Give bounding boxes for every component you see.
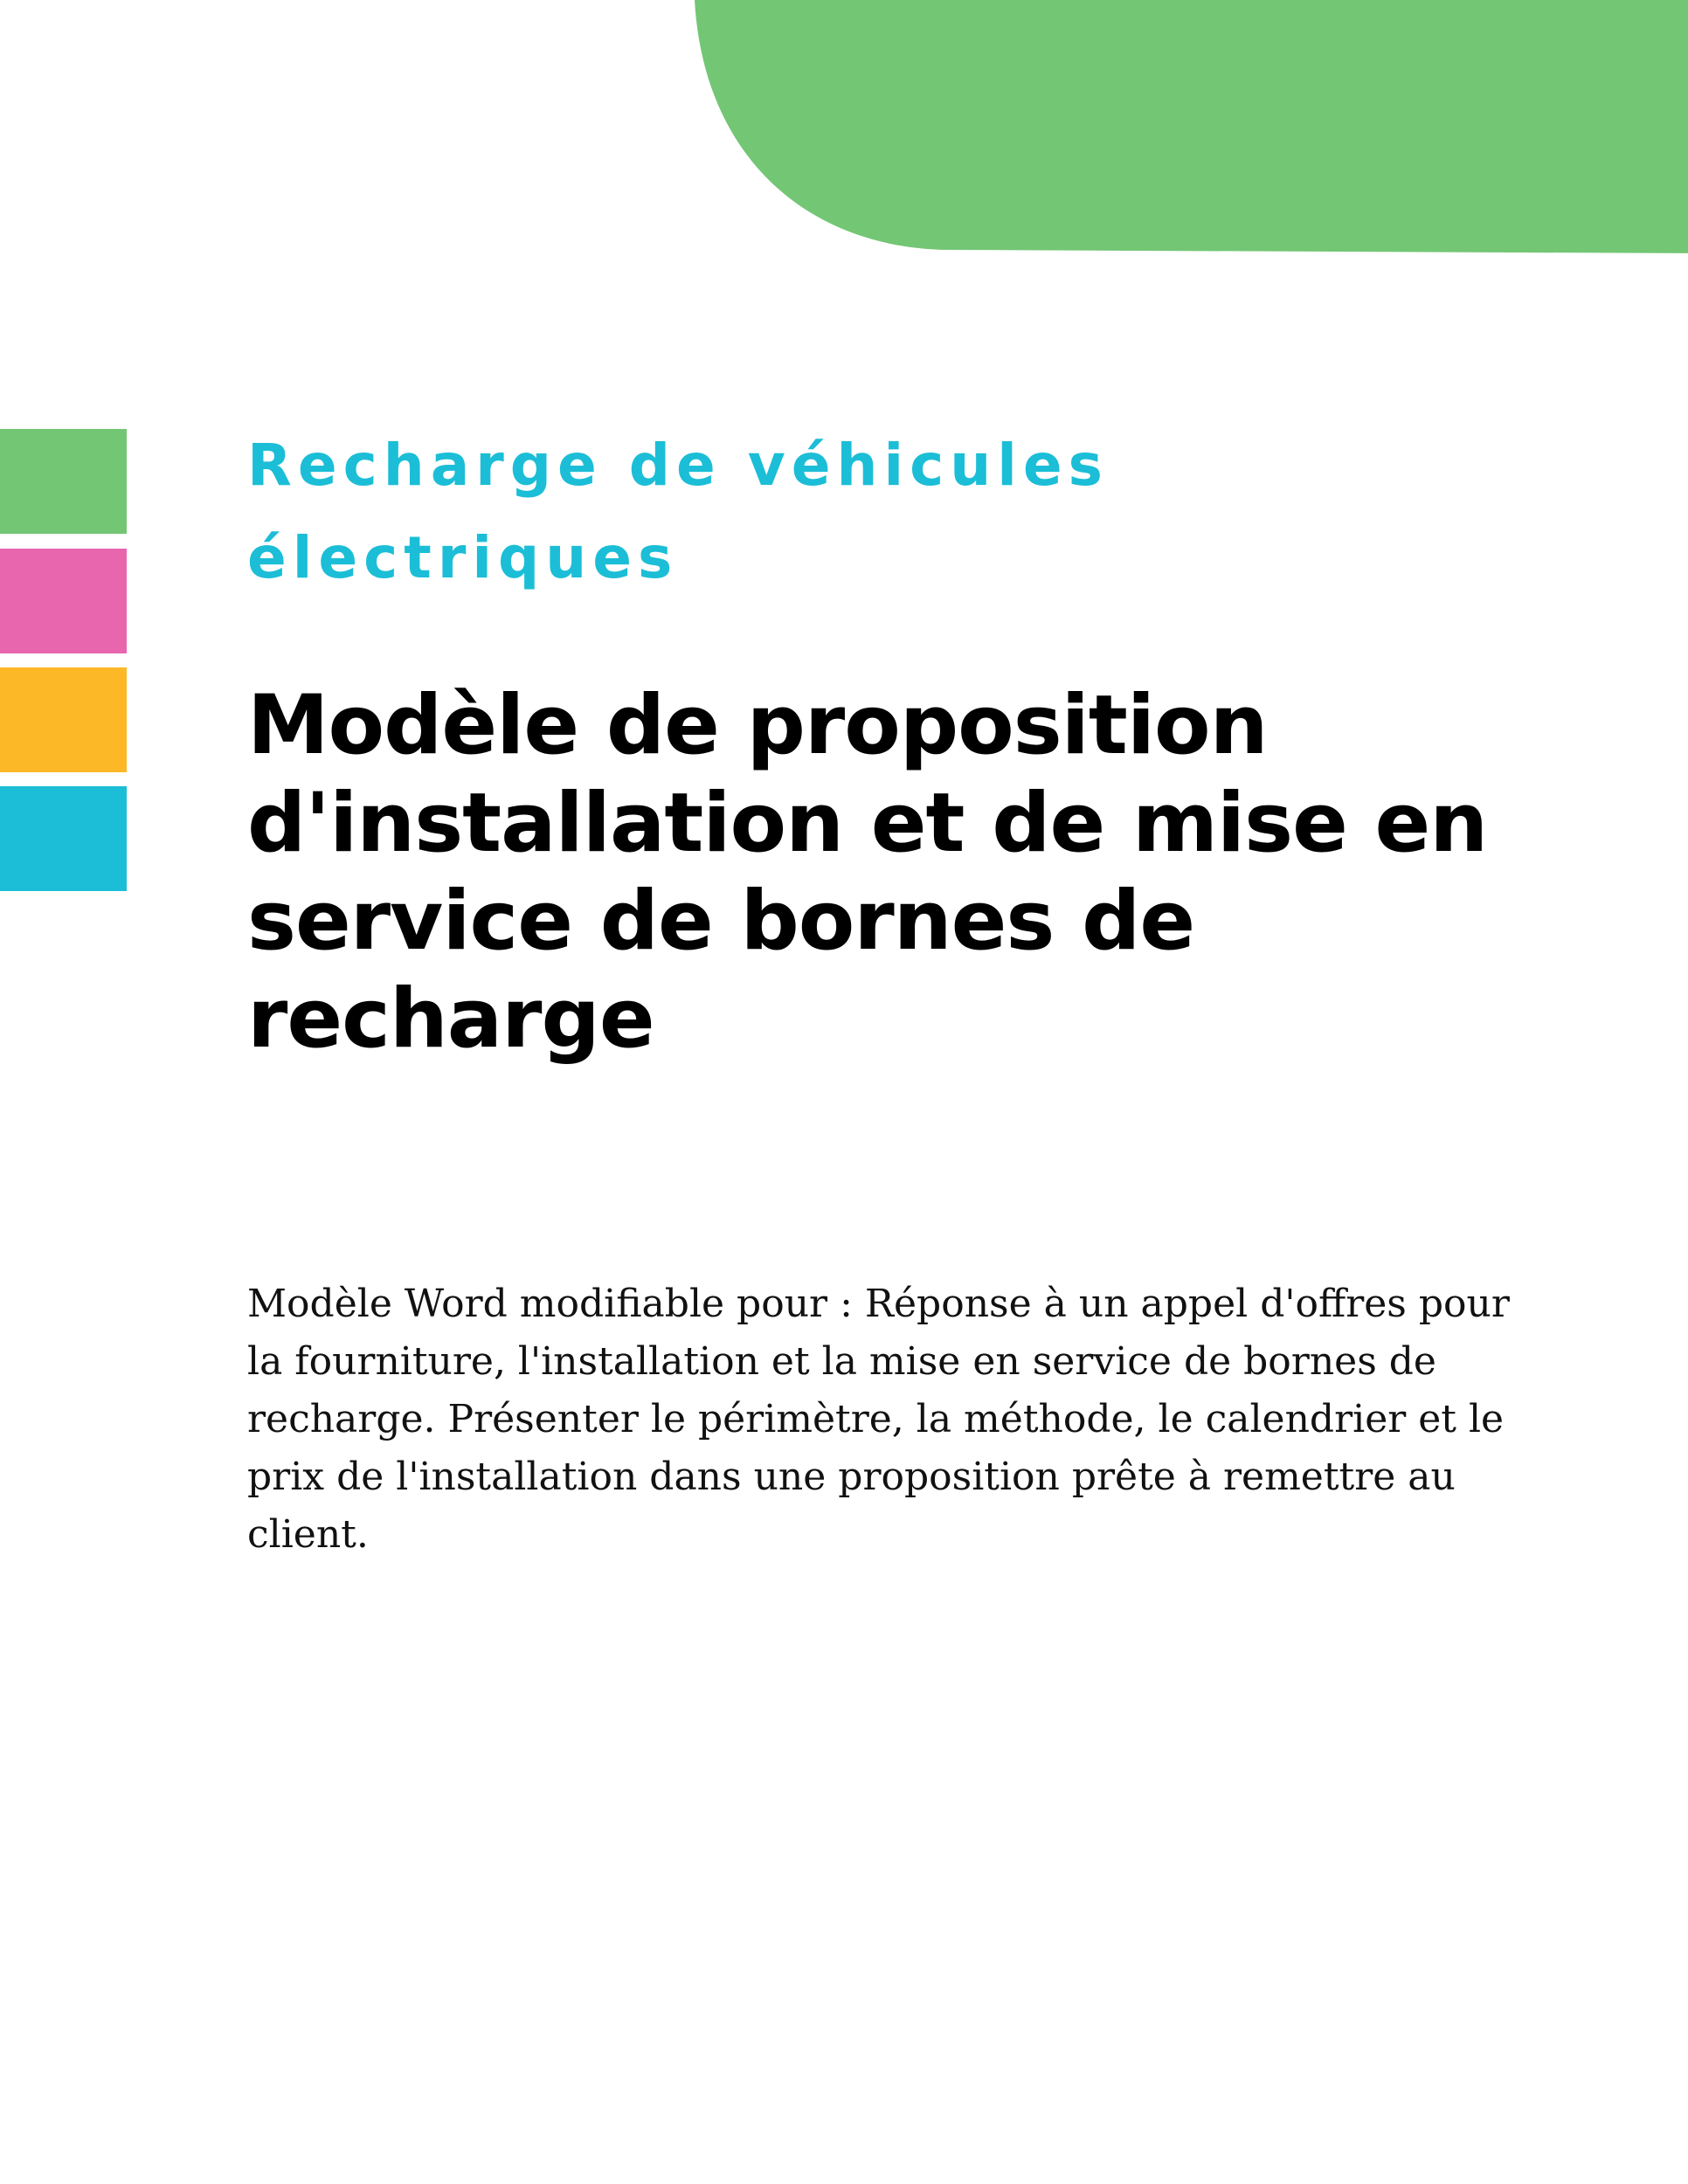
yellow-strip	[0, 667, 127, 772]
corner-shape	[695, 0, 1688, 253]
cyan-strip	[0, 786, 127, 891]
corner-shape-fill	[695, 0, 1688, 253]
document-subtitle: Recharge de véhicules électriques	[247, 432, 1109, 591]
pink-strip	[0, 549, 127, 653]
document-description: Modèle Word modifiable pour : Réponse à un appel d'offres pour la fourniture, l'installation et la mise en service de bornes de recharge. Présenter le périmètre, la méthode, le calendrier et le prix de l'installation dans une proposition prête à remettre au client.	[247, 1282, 1510, 1557]
document-title: Modèle de proposition d'installation et de mise en service de bornes de recharge	[247, 678, 1488, 1067]
green-strip	[0, 429, 127, 534]
